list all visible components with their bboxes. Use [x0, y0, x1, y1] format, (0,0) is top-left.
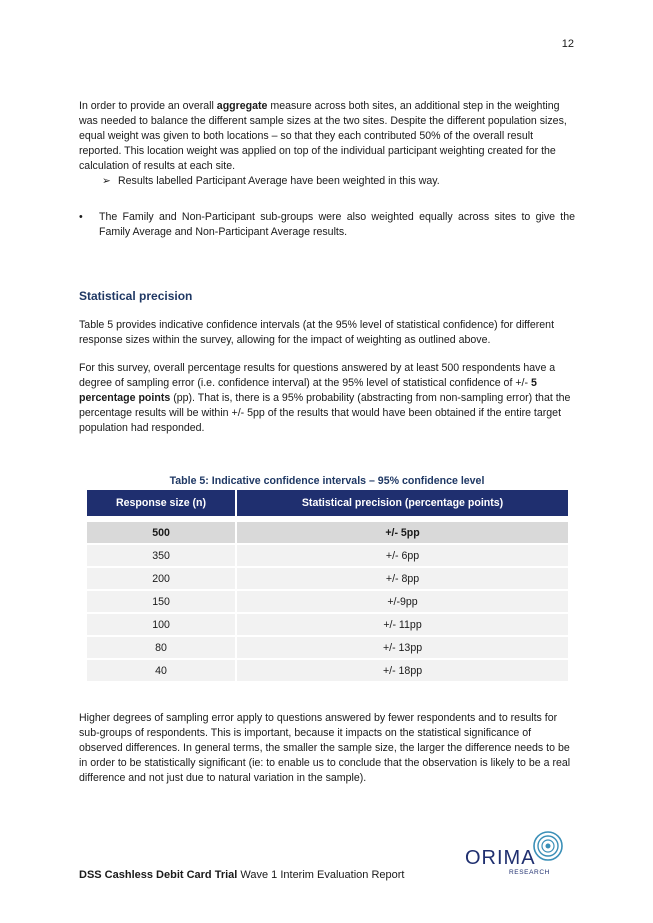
paragraph-aggregate [79, 99, 575, 174]
arrow-list-item-text: Results labelled Participant Average have been weighted in this way. [118, 175, 440, 187]
footer-title-rest: Wave 1 Interim Evaluation Report [237, 869, 405, 881]
paragraph-survey-end: (pp). That is, there is a 95% probability (abstracting from non-sampling error) that the percentage results will be within +/- 5pp of the results that would have been obtained if the entire target population had responded. [79, 392, 571, 434]
table-header-row [87, 490, 568, 516]
table-row [87, 522, 568, 543]
paragraph-survey-bold: 5 percentage points [79, 377, 537, 404]
table-header-precision: Statistical precision (percentage points) [237, 490, 568, 516]
section-heading: Statistical precision [79, 289, 193, 303]
table-cell-response-size: 80 [87, 637, 235, 658]
logo-subtitle: RESEARCH [509, 869, 550, 876]
table-cell-response-size: 100 [87, 614, 235, 635]
arrow-list-item [102, 174, 440, 189]
paragraph-aggregate-end: measure across both sites, an additional step in the weighting was needed to balance the different sample sizes at the two sites. Despite the different population sizes, equal weight was given to both locations – so that they each contributed 50% of the overall result reported. This location weight was applied on top of the individual participant weighting created for the calculation of results at each site. [79, 100, 567, 172]
table-cell-response-size: 200 [87, 568, 235, 589]
table-cell-precision: +/- 6pp [237, 545, 568, 566]
table-header-response-size: Response size (n) [87, 490, 235, 516]
bullet-list-item-text: The Family and Non-Participant sub-groups were also weighted equally across sites to give the Family Average and Non-Participant Average results. [99, 211, 575, 238]
arrow-bullet-icon: ➢ [102, 175, 111, 187]
table-row [87, 637, 568, 658]
paragraph-aggregate-bold: aggregate [216, 100, 268, 112]
table-cell-precision: +/- 13pp [237, 637, 568, 658]
footer [79, 869, 404, 881]
logo-rings-icon [534, 832, 562, 860]
table-cell-response-size: 500 [87, 522, 235, 543]
table-row [87, 591, 568, 612]
paragraph-survey [79, 361, 575, 436]
table-row [87, 660, 568, 681]
table-row [87, 568, 568, 589]
orima-research-logo [463, 828, 573, 876]
table-cell-precision: +/- 8pp [237, 568, 568, 589]
table-cell-response-size: 150 [87, 591, 235, 612]
bullet-icon: • [79, 211, 83, 223]
paragraph-table-intro: Table 5 provides indicative confidence intervals (at the 95% level of statistical confidence) for different response sizes within the survey, allowing for the impact of weighting as outlined above. [79, 319, 555, 346]
table-cell-response-size: 350 [87, 545, 235, 566]
table-title: Table 5: Indicative confidence intervals – 95% confidence level [169, 475, 485, 487]
paragraph-aggregate-start: In order to provide an overall [79, 100, 217, 112]
table-cell-precision: +/- 5pp [237, 522, 568, 543]
table-row [87, 614, 568, 635]
paragraph-higher-degrees: Higher degrees of sampling error apply to questions answered by fewer respondents and to results for sub-groups of respondents. This is important, because it impacts on the statistical significance of observed differences. In general terms, the smaller the sample size, the larger the difference needs to be in order to be statistically significant (ie: to enable us to conclude that the observation is likely to be a real difference and not just due to natural variation in the sample). [79, 712, 571, 784]
table-cell-response-size: 40 [87, 660, 235, 681]
paragraph-survey-start: For this survey, overall percentage results for questions answered by at least 500 respondents have a degree of sampling error (i.e. confidence interval) at the 95% level of statistical confidence of +/- [79, 362, 556, 389]
confidence-table [85, 488, 570, 683]
table-cell-precision: +/- 11pp [237, 614, 568, 635]
logo-wordmark: ORIMA [465, 847, 536, 869]
bullet-list-item [79, 210, 575, 240]
page-number: 12 [561, 38, 574, 50]
table-cell-precision: +/- 18pp [237, 660, 568, 681]
table-row [87, 545, 568, 566]
table-cell-precision: +/-9pp [237, 591, 568, 612]
footer-title-bold: DSS Cashless Debit Card Trial [79, 869, 238, 881]
